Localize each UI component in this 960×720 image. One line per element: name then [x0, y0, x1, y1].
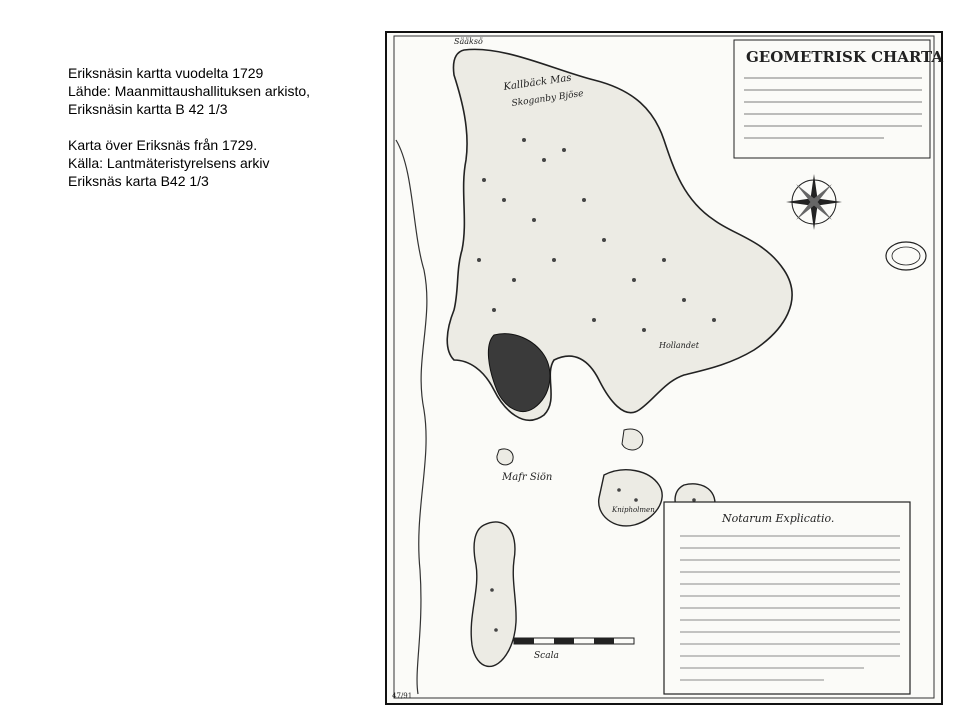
caption-line: Eriksnäs karta B42 1/3	[68, 173, 209, 189]
scale-label: Scala	[534, 651, 559, 661]
legend-panel	[664, 502, 910, 694]
caption-finnish	[68, 64, 368, 118]
historical-map	[384, 30, 944, 706]
place-label: Skoganby Bjöse	[511, 88, 585, 109]
place-label: Knipholmen	[612, 506, 655, 514]
sheet-number: 47/91	[392, 692, 413, 700]
island-small	[497, 449, 513, 465]
island-small	[622, 429, 643, 450]
caption-line: Lähde: Maanmittaushallituksen arkisto,	[68, 83, 311, 99]
place-label: Hollandet	[659, 341, 699, 350]
island-southwest	[471, 522, 516, 667]
place-label: Sääksö	[454, 37, 483, 46]
map-title: GEOMETRISK CHARTA	[746, 48, 944, 66]
caption-line: Eriksnäsin kartta B 42 1/3	[68, 101, 228, 117]
place-label: Mafr Siön	[502, 472, 553, 483]
map-drawing	[384, 30, 944, 706]
caption-line: Eriksnäsin kartta vuodelta 1729	[68, 65, 264, 81]
caption-swedish	[68, 136, 368, 190]
legend-heading: Notarum Explicatio.	[722, 512, 835, 525]
place-label: Kallbäck Mas	[502, 72, 573, 93]
caption-line: Karta över Eriksnäs från 1729.	[68, 137, 258, 153]
caption-line: Källa: Lantmäteristyrelsens arkiv	[68, 155, 270, 171]
